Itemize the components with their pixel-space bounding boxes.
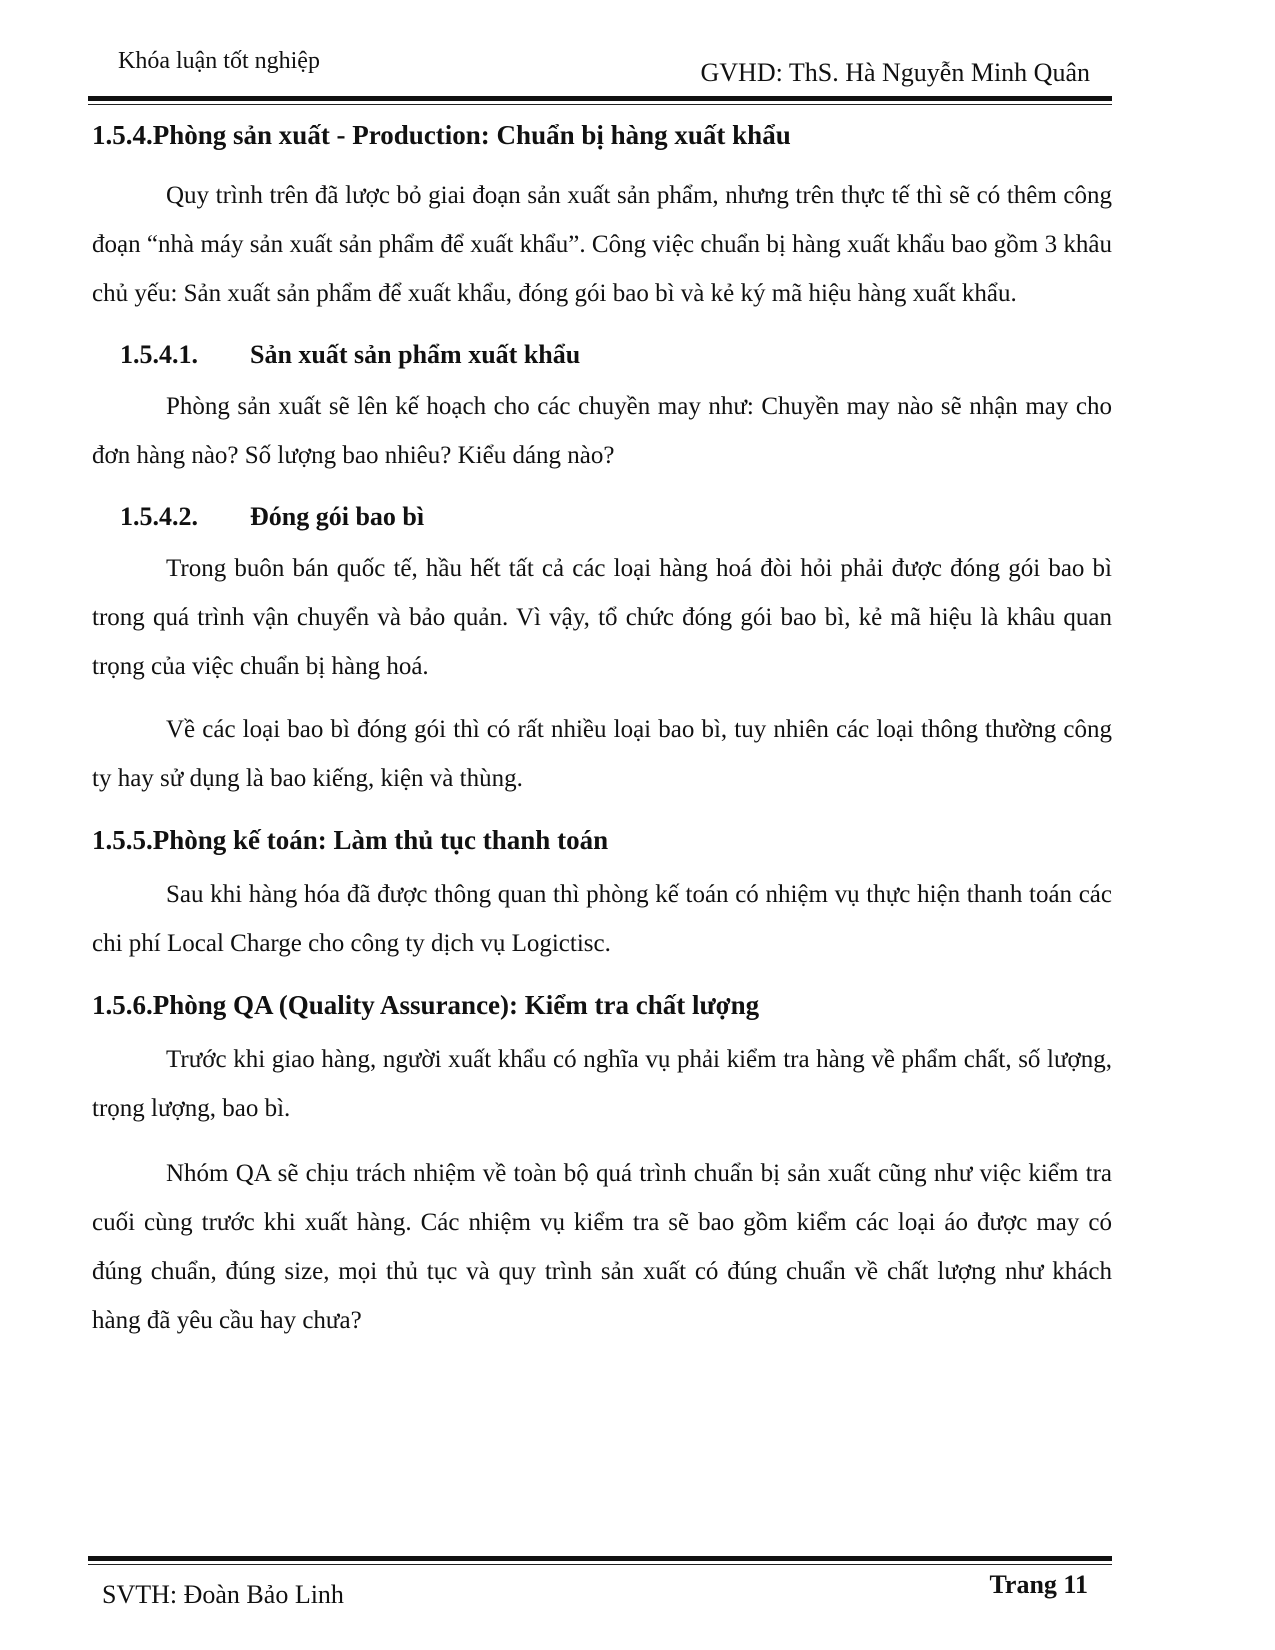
footer-rule-thin [88,1564,1112,1565]
header-rule-thin [88,104,1112,105]
heading-title: Sản xuất sản phẩm xuất khẩu [250,340,581,369]
footer-rule [88,1556,1112,1561]
page-footer [90,1570,1110,1630]
heading-number: 1.5.4.2. [120,502,198,531]
heading-1-5-4-2 [92,502,1112,532]
heading-1-5-4: 1.5.4.Phòng sản xuất - Production: Chuẩn bị hàng xuất khẩu [92,120,791,150]
header-advisor-label: GVHD: ThS. Hà Nguyễn Minh Quân [700,58,1090,87]
paragraph-1-5-4: Quy trình trên đã lược bỏ giai đoạn sản xuất sản phẩm, nhưng trên thực tế thì sẽ có thêm công đoạn “nhà máy sản xuất sản phẩm để xuất khẩu”. Công việc chuẩn bị hàng xuất khẩu bao gồm 3 khâu chủ yếu: Sản xuất sản phẩm để xuất khẩu, đóng gói bao bì và kẻ ký mã hiệu hàng xuất khẩu. [92,182,1112,307]
paragraph-1-5-6-a: Trước khi giao hàng, người xuất khẩu có nghĩa vụ phải kiểm tra hàng về phẩm chất, số lượng, trọng lượng, bao bì. [92,1046,1112,1122]
heading-1-5-5: 1.5.5.Phòng kế toán: Làm thủ tục thanh toán [92,825,609,855]
paragraph-1-5-4-1: Phòng sản xuất sẽ lên kế hoạch cho các chuyền may như: Chuyền may nào sẽ nhận may cho đơn hàng nào? Số lượng bao nhiêu? Kiểu dáng nào? [92,393,1112,469]
heading-1-5-6: 1.5.6.Phòng QA (Quality Assurance): Kiểm tra chất lượng [92,990,760,1020]
paragraph-1-5-5: Sau khi hàng hóa đã được thông quan thì phòng kế toán có nhiệm vụ thực hiện thanh toán các chi phí Local Charge cho công ty dịch vụ Logictisc. [92,881,1112,957]
footer-student-label: SVTH: Đoàn Bảo Linh [102,1580,344,1609]
heading-1-5-4-1 [92,340,1112,370]
header-thesis-label: Khóa luận tốt nghiệp [118,48,320,74]
heading-title: Đóng gói bao bì [250,502,425,531]
page-header [90,42,1110,100]
paragraph-1-5-6-b: Nhóm QA sẽ chịu trách nhiệm về toàn bộ quá trình chuẩn bị sản xuất cũng như việc kiểm tra cuối cùng trước khi xuất hàng. Các nhiệm vụ kiểm tra sẽ bao gồm kiểm các loại áo được may có đúng chuẩn, đúng size, mọi thủ tục và quy trình sản xuất có đúng chuẩn về chất lượng như khách hàng đã yêu cầu hay chưa? [92,1160,1112,1334]
paragraph-1-5-4-2-b: Về các loại bao bì đóng gói thì có rất nhiều loại bao bì, tuy nhiên các loại thông thường công ty hay sử dụng là bao kiếng, kiện và thùng. [92,716,1112,792]
page-number: Trang 11 [989,1570,1088,1599]
header-rule [88,96,1112,101]
heading-number: 1.5.4.1. [120,340,198,369]
paragraph-1-5-4-2-a: Trong buôn bán quốc tế, hầu hết tất cả các loại hàng hoá đòi hỏi phải được đóng gói bao bì trong quá trình vận chuyển và bảo quản. Vì vậy, tổ chức đóng gói bao bì, kẻ mã hiệu là khâu quan trọng của việc chuẩn bị hàng hoá. [92,555,1112,680]
page-content [92,112,1112,1345]
